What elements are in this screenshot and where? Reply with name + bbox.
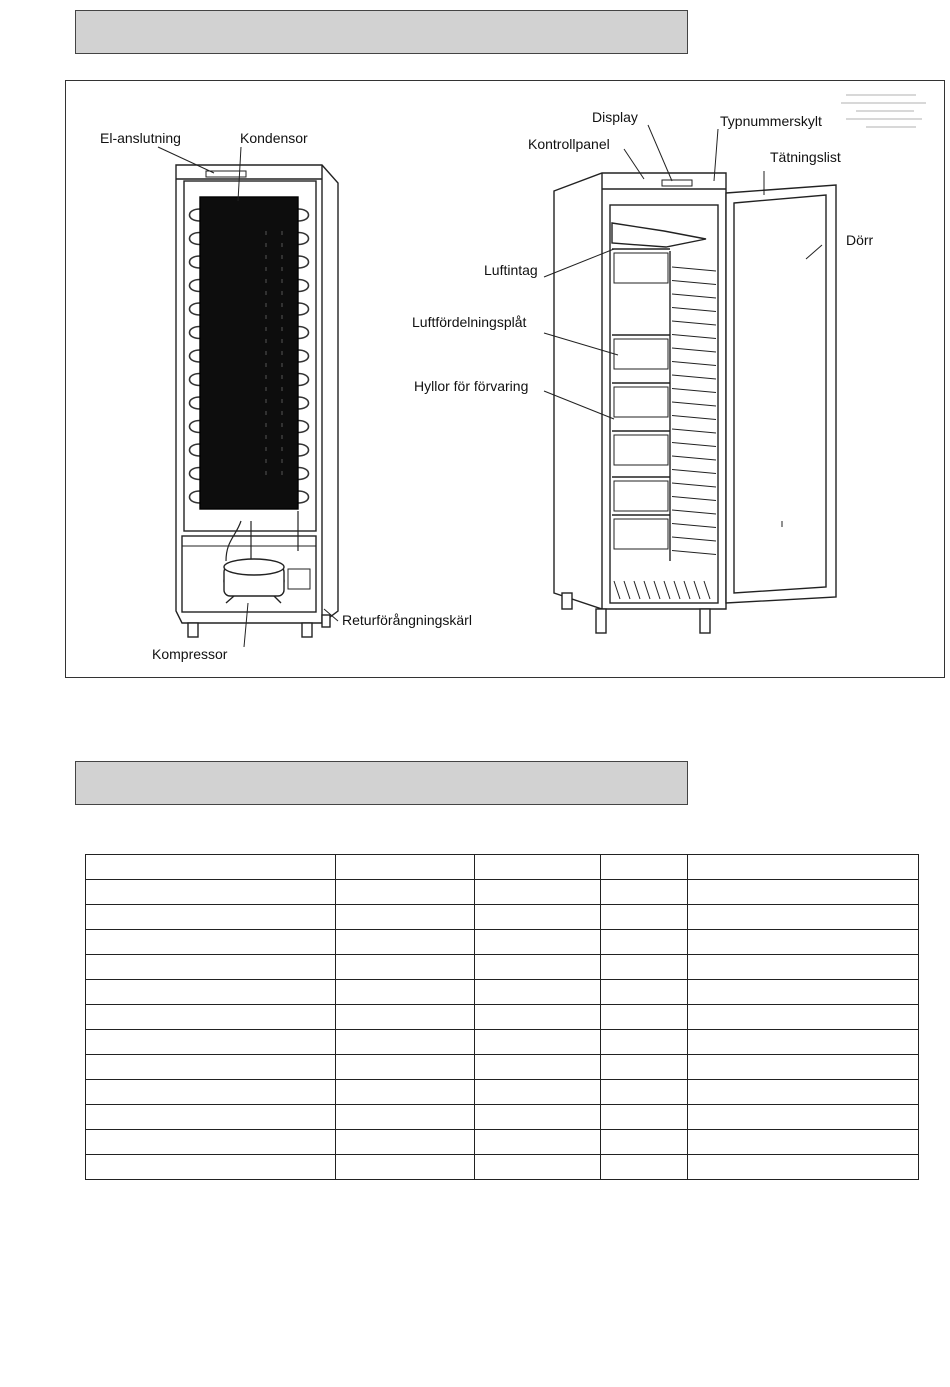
stamp-scribble xyxy=(841,95,926,127)
table-cell xyxy=(601,1030,688,1055)
table-cell xyxy=(86,1155,336,1180)
table-cell xyxy=(688,930,919,955)
table-cell xyxy=(475,980,601,1005)
table-cell xyxy=(475,1005,601,1030)
table-cell xyxy=(601,1005,688,1030)
label-display: Display xyxy=(592,109,638,125)
label-luftintag: Luftintag xyxy=(484,262,538,278)
storage-box xyxy=(614,339,668,369)
table-row xyxy=(86,1005,919,1030)
table-cell xyxy=(601,1055,688,1080)
table-cell xyxy=(475,1155,601,1180)
table-cell xyxy=(475,1030,601,1055)
table-cell xyxy=(688,855,919,880)
label-tatningslist: Tätningslist xyxy=(770,149,841,165)
table-cell xyxy=(688,1155,919,1180)
table-cell xyxy=(86,955,336,980)
table-cell xyxy=(601,880,688,905)
table-row xyxy=(86,855,919,880)
label-kompressor: Kompressor xyxy=(152,646,228,662)
cabinet-diagram xyxy=(65,80,945,678)
table-cell xyxy=(601,930,688,955)
table-cell xyxy=(475,1130,601,1155)
table-cell xyxy=(601,1080,688,1105)
table-row xyxy=(86,1030,919,1055)
table-cell xyxy=(601,980,688,1005)
table-cell xyxy=(601,1130,688,1155)
table-cell xyxy=(475,855,601,880)
spec-table xyxy=(85,854,919,1180)
table-cell xyxy=(336,1105,475,1130)
label-kontrollpanel: Kontrollpanel xyxy=(528,136,610,152)
table-row xyxy=(86,1155,919,1180)
table-cell xyxy=(688,1080,919,1105)
table-cell xyxy=(688,1005,919,1030)
table-cell xyxy=(475,905,601,930)
table-cell xyxy=(336,1080,475,1105)
table-cell xyxy=(86,1055,336,1080)
label-luftfordelningsplat: Luftfördelningsplåt xyxy=(412,314,527,330)
cabinet-illustration xyxy=(66,81,944,677)
table-row xyxy=(86,880,919,905)
table-cell xyxy=(86,855,336,880)
table-cell xyxy=(86,880,336,905)
storage-box xyxy=(614,253,668,283)
table-cell xyxy=(86,1105,336,1130)
table-cell xyxy=(336,1155,475,1180)
table-cell xyxy=(688,980,919,1005)
table-cell xyxy=(601,1155,688,1180)
storage-box xyxy=(614,387,668,417)
label-kondensor: Kondensor xyxy=(240,130,308,146)
table-cell xyxy=(336,930,475,955)
table-cell xyxy=(86,980,336,1005)
front-view-cabinet xyxy=(554,173,836,633)
table-cell xyxy=(336,905,475,930)
rear-view-cabinet xyxy=(176,165,338,637)
table-cell xyxy=(688,1105,919,1130)
label-typnummerskylt: Typnummerskylt xyxy=(720,113,822,129)
table-cell xyxy=(475,930,601,955)
table-row xyxy=(86,1080,919,1105)
table-cell xyxy=(688,1030,919,1055)
table-cell xyxy=(336,855,475,880)
table-cell xyxy=(688,905,919,930)
table-cell xyxy=(336,980,475,1005)
table-cell xyxy=(86,1005,336,1030)
table-cell xyxy=(86,1080,336,1105)
table-cell xyxy=(86,905,336,930)
label-returforangningskarl: Returförångningskärl xyxy=(342,612,472,628)
label-el-anslutning: El-anslutning xyxy=(100,130,181,146)
table-cell xyxy=(688,1130,919,1155)
table-row xyxy=(86,1055,919,1080)
table-cell xyxy=(688,955,919,980)
table-cell xyxy=(336,1055,475,1080)
table-cell xyxy=(475,1080,601,1105)
table-cell xyxy=(336,1005,475,1030)
table-cell xyxy=(688,1055,919,1080)
table-cell xyxy=(688,880,919,905)
table-cell xyxy=(475,955,601,980)
section-header-bar-bottom xyxy=(75,761,688,805)
table-cell xyxy=(336,955,475,980)
table-cell xyxy=(336,1130,475,1155)
section-header-bar-top xyxy=(75,10,688,54)
table-row xyxy=(86,930,919,955)
table-row xyxy=(86,955,919,980)
table-cell xyxy=(86,1030,336,1055)
table-cell xyxy=(475,880,601,905)
table-row xyxy=(86,1105,919,1130)
table-cell xyxy=(601,905,688,930)
table-cell xyxy=(86,1130,336,1155)
table-cell xyxy=(336,880,475,905)
label-hyllor: Hyllor för förvaring xyxy=(414,378,529,394)
storage-box xyxy=(614,435,668,465)
table-cell xyxy=(475,1105,601,1130)
table-cell xyxy=(601,1105,688,1130)
table-row xyxy=(86,1130,919,1155)
storage-box xyxy=(614,481,668,511)
table-cell xyxy=(601,855,688,880)
table-cell xyxy=(86,930,336,955)
table-cell xyxy=(336,1030,475,1055)
table-row xyxy=(86,980,919,1005)
label-dorr: Dörr xyxy=(846,232,874,248)
storage-box xyxy=(614,519,668,549)
table-row xyxy=(86,905,919,930)
table-cell xyxy=(475,1055,601,1080)
table-cell xyxy=(601,955,688,980)
